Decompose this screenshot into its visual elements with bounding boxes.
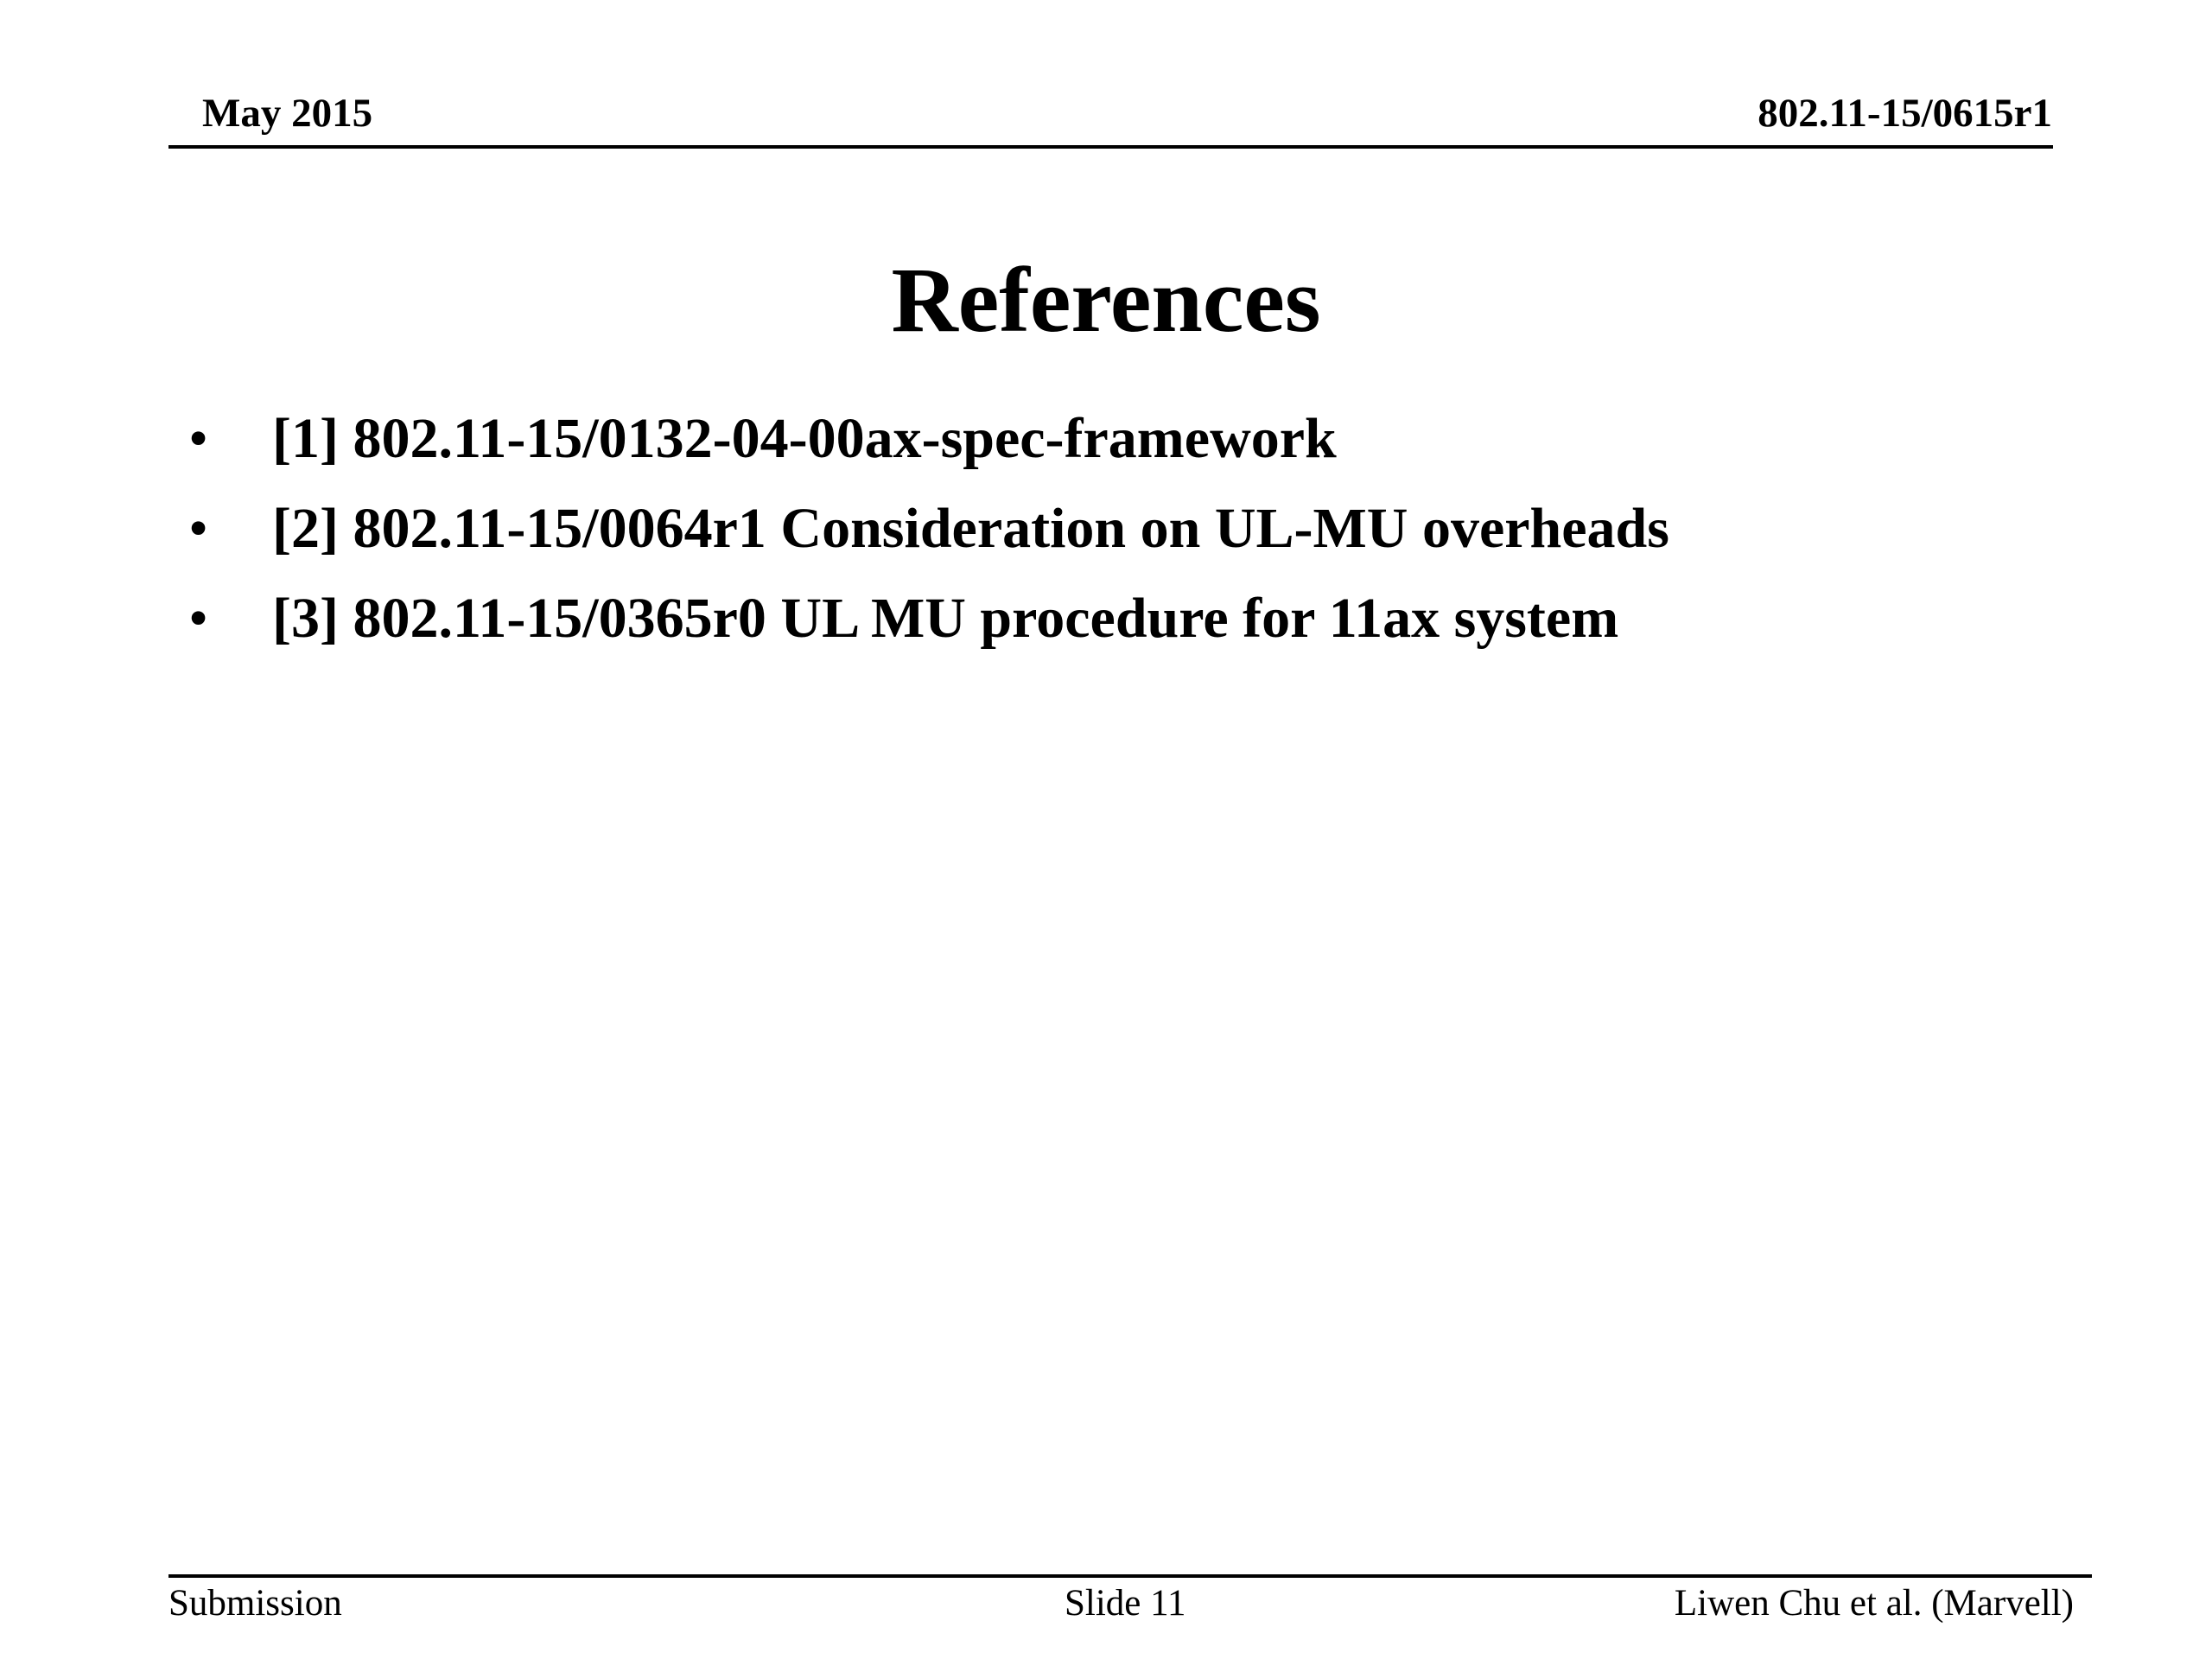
reference-text: [1] 802.11-15/0132-04-00ax-spec-framework: [272, 407, 1337, 470]
header-divider: [168, 145, 2053, 149]
bullet-icon: •: [188, 407, 209, 470]
header-doc-number: 802.11-15/0615r1: [1758, 91, 2052, 136]
footer-slide-number: Slide 11: [1065, 1583, 1186, 1624]
reference-item: [0, 584, 2212, 674]
bullet-icon: •: [188, 587, 209, 650]
footer-submission: Submission: [168, 1583, 342, 1624]
slide-title: References: [891, 250, 1321, 352]
bullet-icon: •: [188, 497, 209, 560]
reference-text: [2] 802.11-15/0064r1 Consideration on UL-MU overheads: [272, 497, 1669, 560]
footer-authors: Liwen Chu et al. (Marvell): [1674, 1583, 2074, 1624]
footer-divider: [168, 1574, 2092, 1578]
reference-text: [3] 802.11-15/0365r0 UL MU procedure for 11ax system: [272, 587, 1619, 650]
reference-list: [0, 404, 2212, 674]
reference-item: [0, 494, 2212, 584]
reference-item: [0, 404, 2212, 494]
header-date: May 2015: [202, 91, 373, 136]
